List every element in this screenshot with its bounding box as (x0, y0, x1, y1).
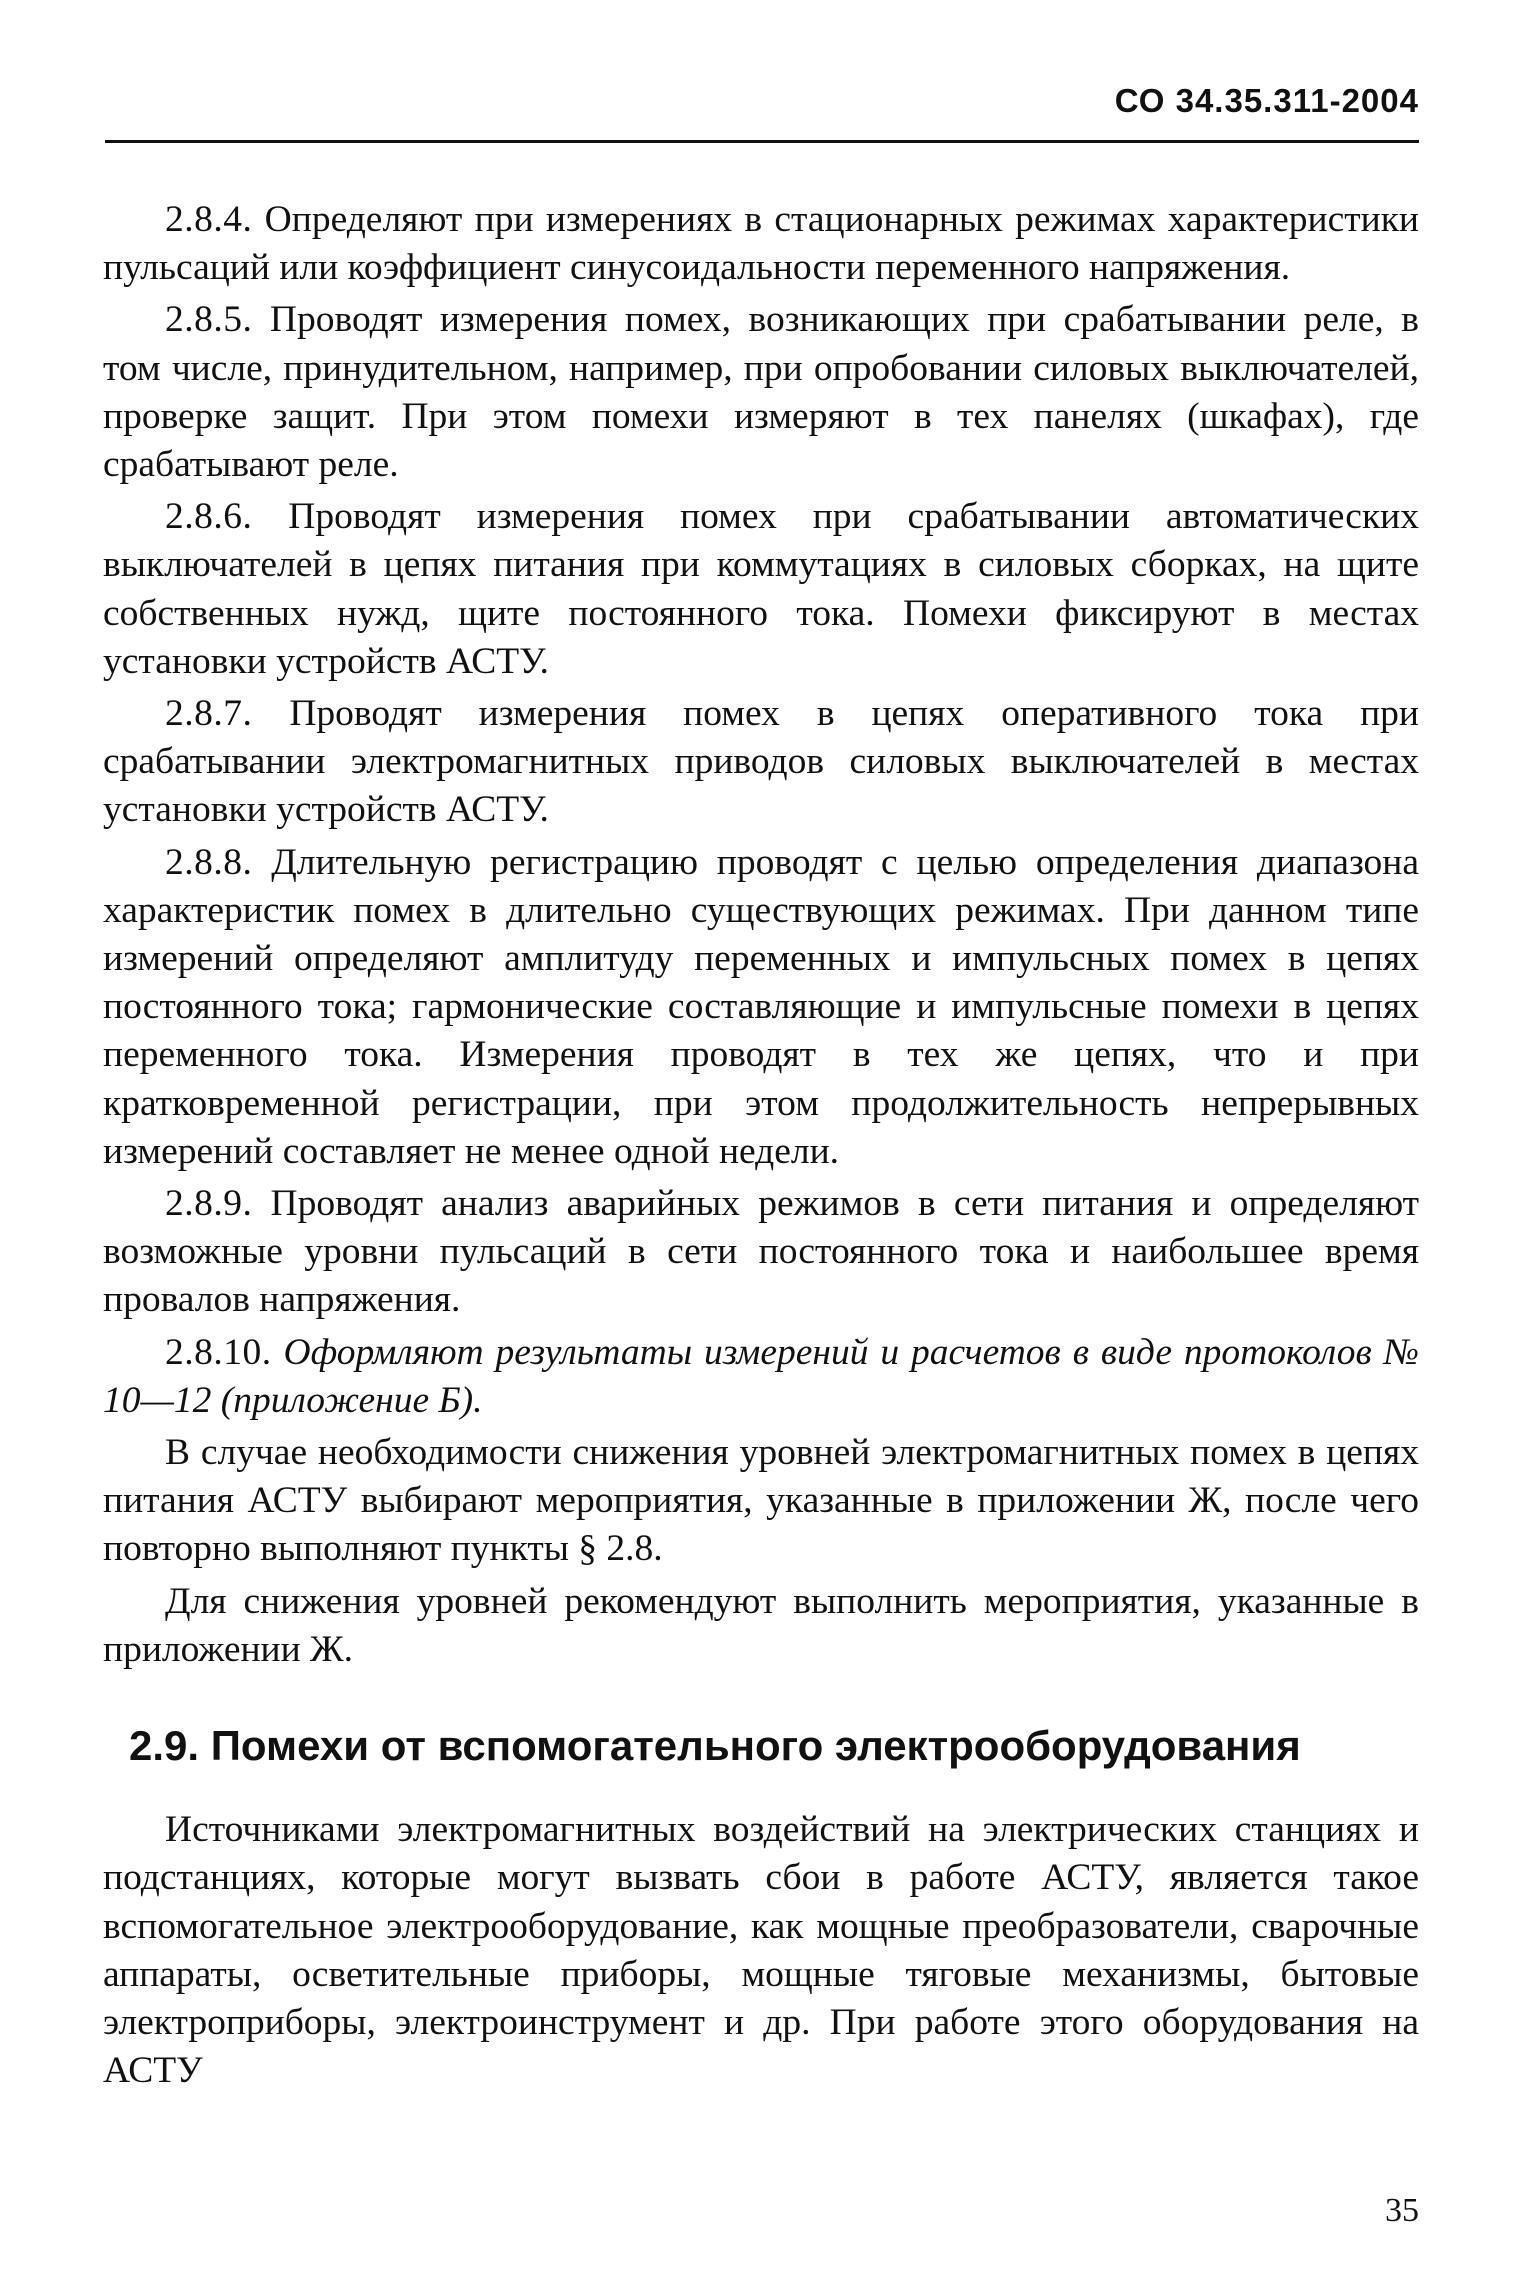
clause-number: 2.8.6. (165, 496, 253, 538)
paragraph-text: Оформляют результаты измерений и расчетов в виде протоколов № 10—12 (приложение Б). (103, 1331, 1419, 1421)
clause-number: 2.8.9. (165, 1183, 253, 1225)
clause-number: 2.8.7. (165, 693, 253, 735)
clause-number: 2.8.8. (165, 841, 253, 883)
paragraph-section-2-9-intro (103, 1806, 1419, 2095)
paragraph-text: Источниками электромагнитных воздействий на электрических станциях и подстанциях, которые могут вызвать сбои в работе АСТУ, является такое вспомогательное электрооборудование, как мощные преобразователи, сварочные аппараты, осветительные приборы, мощные тяговые механизмы, бытовые электроприборы, электроинструмент и др. При работе этого оборудования на АСТУ (103, 1809, 1419, 2092)
paragraph-text: Проводят измерения помех при срабатывании автоматических выключателей в цепях питания при коммутациях в силовых сборках, на щите собственных нужд, щите постоянного тока. Помехи фиксируют в местах установки устройств АСТУ. (103, 496, 1419, 682)
paragraph-2-8-10 (103, 1329, 1419, 1425)
document-code: СО 34.35.311-2004 (1114, 82, 1419, 119)
paragraph-2-8-6 (103, 493, 1419, 686)
paragraph-note-recommendation (103, 1578, 1419, 1674)
paragraph-text: Длительную регистрацию проводят с целью определения диапазона характеристик помех в длительно существующих режимах. При данном типе измерений определяют амплитуду переменных и импульсных помех в цепях постоянного тока; гармонические составляющие и импульсные помехи в цепях переменного тока. Измерения проводят в тех же цепях, что и при кратковременной регистрации, при этом продолжительность непрерывных измерений составляет не менее одной недели. (103, 841, 1419, 1172)
paragraph-2-8-7 (103, 690, 1419, 835)
clause-number: 2.8.10. (165, 1331, 272, 1373)
paragraph-text: В случае необходимости снижения уровней электромагнитных помех в цепях питания АСТУ выбирают мероприятия, указанные в приложении Ж, после чего повторно выполняют пункты § 2.8. (103, 1432, 1419, 1570)
paragraph-text: Для снижения уровней рекомендуют выполнить мероприятия, указанные в приложении Ж. (103, 1580, 1419, 1670)
paragraph-2-8-5 (103, 296, 1419, 489)
paragraph-text: Проводят измерения помех в цепях оперативного тока при срабатывании электромагнитных приводов силовых выключателей в местах установки устройств АСТУ. (103, 693, 1419, 831)
paragraph-text: Проводят анализ аварийных режимов в сети питания и определяют возможные уровни пульсаций в сети постоянного тока и наибольшее время провалов напряжения. (103, 1183, 1419, 1321)
section-heading-2-9: 2.9. Помехи от вспомогательного электрооборудования (129, 1722, 1301, 1770)
paragraph-2-8-9 (103, 1180, 1419, 1325)
header-divider (105, 140, 1419, 143)
paragraph-2-8-4 (103, 196, 1419, 292)
clause-number: 2.8.5. (165, 299, 253, 341)
clause-number: 2.8.4. (165, 199, 253, 240)
paragraph-2-8-8 (103, 839, 1419, 1176)
page-number: 35 (1385, 2192, 1419, 2229)
paragraph-text: Проводят измерения помех, возникающих при срабатывании реле, в том числе, принудительном, например, при опробовании силовых выключателей, проверке защит. При этом помехи измеряют в тех панелях (шкафах), где срабатывают реле. (103, 299, 1419, 486)
paragraph-text: Определяют при измерениях в стационарных режимах характеристики пульсаций или коэффициент синусоидальности переменного напряжения. (103, 199, 1419, 289)
document-body (103, 196, 1419, 2099)
paragraph-note-remediation (103, 1429, 1419, 1574)
